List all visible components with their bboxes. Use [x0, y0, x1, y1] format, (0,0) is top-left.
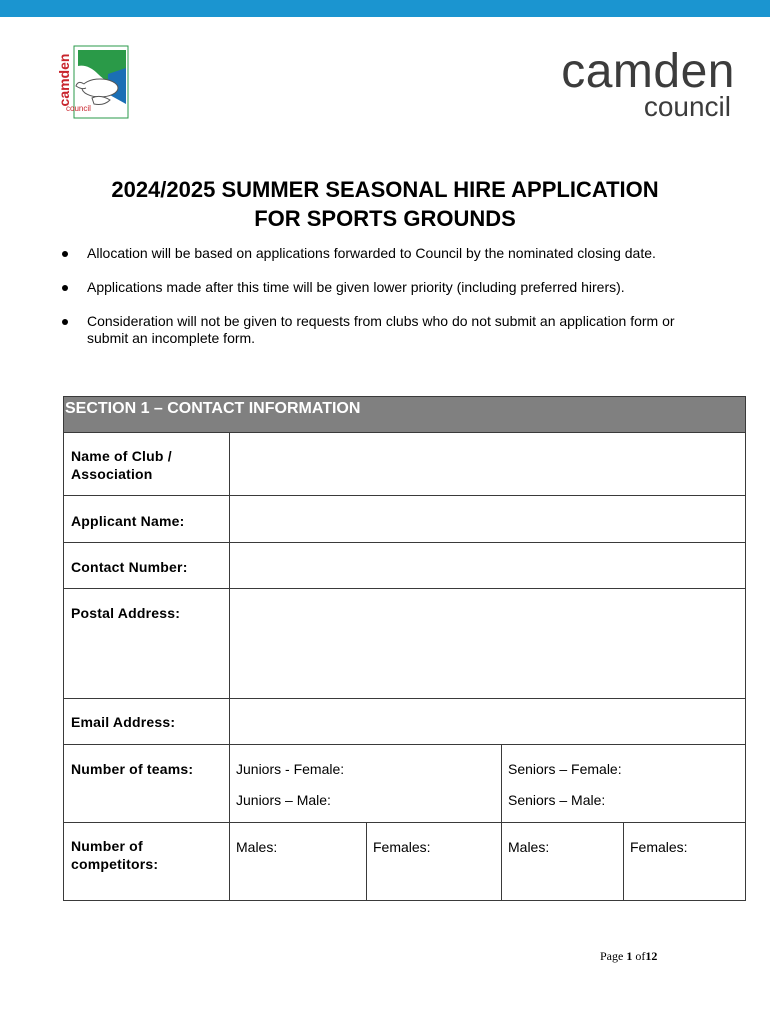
email-address-field[interactable] — [230, 699, 745, 744]
seniors-male-field[interactable]: Seniors – Male: — [508, 792, 606, 808]
camden-council-logo — [510, 45, 735, 122]
small-logo-word-camden: camden — [56, 53, 72, 107]
section-1-heading: SECTION 1 – CONTACT INFORMATION — [64, 397, 745, 432]
logo-word-camden: camden — [561, 45, 735, 98]
contact-information-form — [63, 396, 746, 901]
instructions-list — [56, 245, 696, 364]
senior-males-field[interactable]: Males: — [508, 839, 550, 855]
title-line-2: FOR SPORTS GROUNDS — [254, 206, 516, 231]
column-divider — [501, 744, 502, 901]
row-divider — [64, 744, 745, 745]
number-of-teams-label: Number of teams: — [71, 761, 194, 777]
camden-small-logo — [48, 44, 132, 120]
instruction-item: Applications made after this time will be given lower priority (including preferred hirers). — [56, 279, 696, 296]
instruction-item: Consideration will not be given to requests from clubs who do not submit an application form or submit an incomplete form. — [56, 313, 696, 347]
bullet-icon — [62, 251, 68, 257]
document-title — [40, 175, 730, 233]
senior-females-field[interactable]: Females: — [630, 839, 688, 855]
small-logo-word-council: council — [66, 104, 91, 113]
page-number: Page 1 of12 — [600, 949, 658, 963]
column-divider — [366, 822, 367, 901]
juniors-female-field[interactable]: Juniors - Female: — [236, 761, 345, 777]
row-divider — [64, 822, 745, 823]
bullet-icon — [62, 285, 68, 291]
title-line-1: 2024/2025 SUMMER SEASONAL HIRE APPLICATION — [111, 177, 659, 202]
applicant-name-label: Applicant Name: — [71, 513, 185, 529]
bullet-icon — [62, 319, 68, 325]
number-of-competitors-label: Number of competitors: — [71, 838, 159, 872]
club-name-label: Name of Club / Association — [71, 448, 172, 482]
logo-word-council: council — [643, 91, 731, 122]
junior-males-field[interactable]: Males: — [236, 839, 278, 855]
contact-number-field[interactable] — [230, 543, 745, 588]
email-address-label: Email Address: — [71, 714, 176, 730]
column-divider — [623, 822, 624, 901]
instruction-item: Allocation will be based on applications forwarded to Council by the nominated closing date. — [56, 245, 696, 262]
applicant-name-field[interactable] — [230, 496, 745, 542]
club-name-field[interactable] — [230, 433, 745, 495]
contact-number-label: Contact Number: — [71, 559, 188, 575]
junior-females-field[interactable]: Females: — [373, 839, 431, 855]
top-color-bar — [0, 0, 770, 17]
juniors-male-field[interactable]: Juniors – Male: — [236, 792, 331, 808]
postal-address-field[interactable] — [230, 589, 745, 698]
seniors-female-field[interactable]: Seniors – Female: — [508, 761, 622, 777]
postal-address-label: Postal Address: — [71, 605, 181, 621]
